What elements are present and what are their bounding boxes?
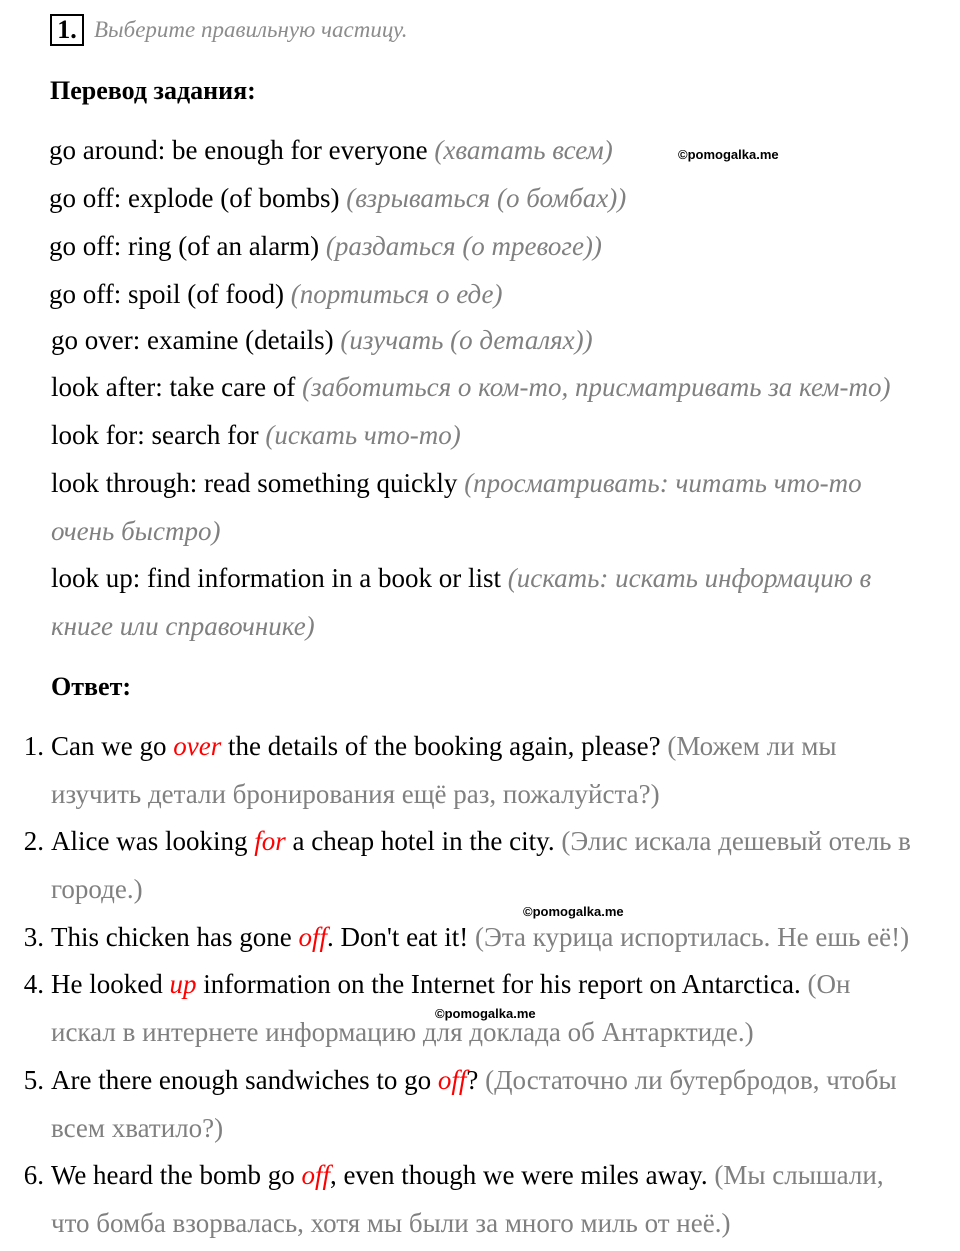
vocab-en: look through: read something quickly: [51, 468, 458, 498]
vocab-ru: (портиться о еде): [290, 279, 503, 309]
vocab-item: [51, 370, 891, 404]
translation-heading: Перевод задания:: [50, 76, 256, 105]
vocab-item: [49, 277, 502, 311]
answer-heading: Ответ:: [51, 672, 132, 701]
vocab-en: go around: be enough for everyone: [49, 135, 428, 165]
vocab-ru: (раздаться (о тревоге)): [325, 231, 602, 261]
answer-item: Alice was looking for a cheap hotel in the city. (Элис искала дешевый отель в: [51, 826, 911, 856]
vocab-ru: (изучать (о деталях)): [340, 325, 593, 355]
watermark: ©pomogalka.me: [678, 147, 779, 162]
vocab-en: look after: take care of: [51, 372, 296, 402]
watermark: ©pomogalka.me: [435, 1006, 536, 1021]
watermark: ©pomogalka.me: [523, 904, 624, 919]
vocab-ru: (просматривать: читать что-то: [464, 468, 862, 498]
answer-item: Are there enough sandwiches to go off? (Достаточно ли бутербродов, чтобы: [51, 1065, 897, 1095]
answer-item: We heard the bomb go off, even though we were miles away. (Мы слышали,: [51, 1160, 884, 1190]
answer-particle: off: [298, 922, 327, 952]
answer-item: Can we go over the details of the booking again, please? (Можем ли мы: [51, 731, 837, 761]
vocab-en: look up: find information in a book or list: [51, 563, 501, 593]
vocab-item: [51, 466, 862, 500]
vocab-ru-continued: очень быстро): [51, 516, 221, 546]
answer-translation: что бомба взорвалась, хотя мы были за много миль от неё.): [51, 1208, 731, 1238]
answer-particle: for: [254, 826, 286, 856]
vocab-en: go off: spoil (of food): [49, 279, 284, 309]
task-header: [50, 14, 408, 46]
vocab-ru: (искать: искать информацию в: [507, 563, 872, 593]
vocab-en: go over: examine (details): [51, 325, 334, 355]
vocab-item: [51, 323, 593, 357]
answer-number: 5.: [23, 1065, 44, 1095]
vocab-item: [51, 561, 871, 595]
answer-number: 6.: [23, 1160, 44, 1190]
vocab-ru: (заботиться о ком-то, присматривать за кем-то): [302, 372, 891, 402]
vocab-en: look for: search for: [51, 420, 259, 450]
answer-number: 3.: [23, 922, 44, 952]
answer-translation: всем хватило?): [51, 1113, 224, 1143]
answer-item: He looked up information on the Internet for his report on Antarctica. (Он: [51, 969, 851, 999]
task-instruction: Выберите правильную частицу.: [94, 17, 408, 42]
vocab-en: go off: explode (of bombs): [49, 183, 340, 213]
answer-translation: городе.): [51, 874, 143, 904]
answer-particle: up: [169, 969, 197, 999]
vocab-en: go off: ring (of an alarm): [49, 231, 320, 261]
answer-particle: over: [173, 731, 222, 761]
answer-number: 2.: [23, 826, 44, 856]
vocab-ru-continued: книге или справочнике): [51, 611, 315, 641]
answer-particle: off: [301, 1160, 331, 1190]
vocab-item: [51, 418, 461, 452]
answer-translation: изучить детали бронирования ещё раз, пожалуйста?): [51, 779, 660, 809]
vocab-item: [49, 133, 613, 167]
answer-translation: искал в интернете информацию для доклада об Антарктиде.): [51, 1017, 754, 1047]
answer-number: 1.: [23, 731, 44, 761]
vocab-item: [49, 229, 602, 263]
vocab-ru: (взрываться (о бомбах)): [346, 183, 627, 213]
answer-item: This chicken has gone off. Don't eat it! (Эта курица испортилась. Не ешь её!): [51, 922, 910, 952]
vocab-ru: (искать что-то): [265, 420, 461, 450]
vocab-ru: (хватать всем): [434, 135, 613, 165]
task-number: 1.: [50, 14, 84, 46]
answer-particle: off: [437, 1065, 467, 1095]
answer-number: 4.: [23, 969, 44, 999]
vocab-item: [49, 181, 626, 215]
